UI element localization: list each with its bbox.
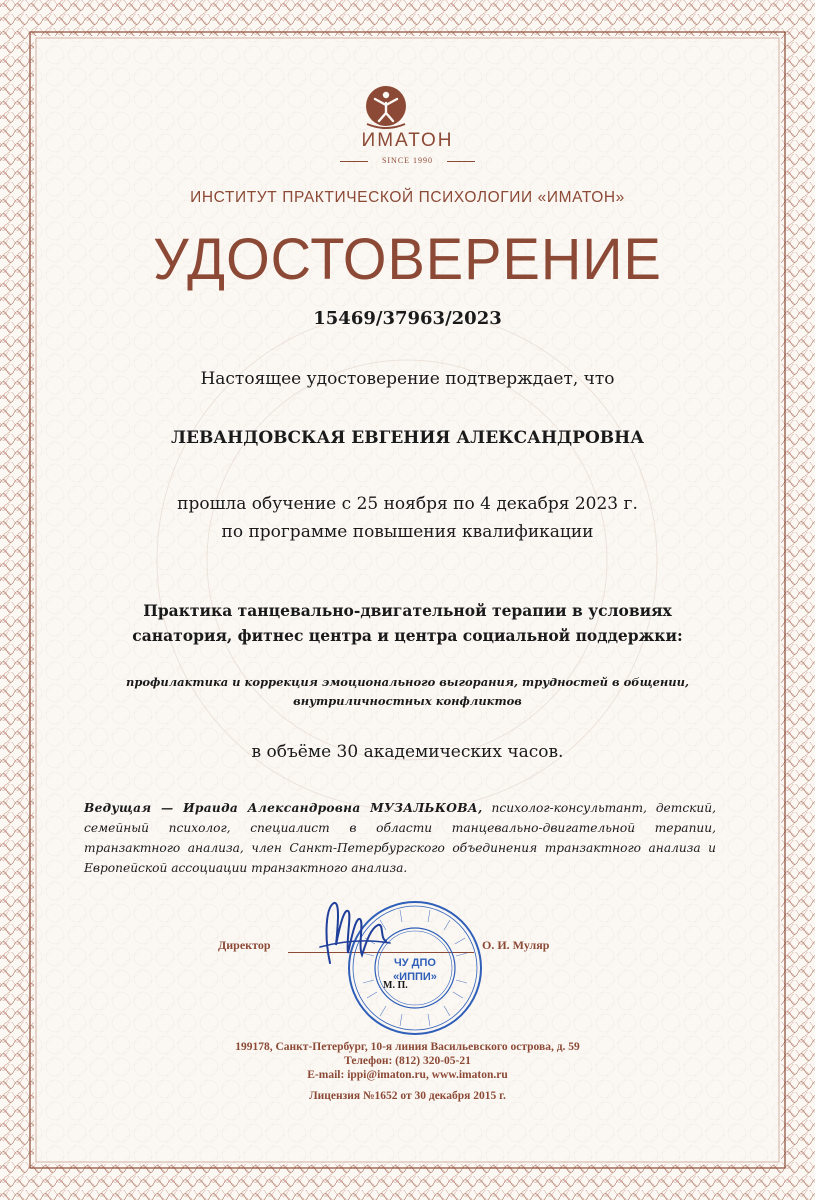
footer-license: Лицензия №1652 от 30 декабря 2015 г. xyxy=(309,1090,506,1102)
lead-instructor-paragraph xyxy=(84,798,716,878)
hours-text: в объёме 30 академических часов. xyxy=(251,742,564,762)
subtitle-line-2: внутриличностных конфликтов xyxy=(293,694,522,708)
subtitle-line-1: профилактика и коррекция эмоционального выгорания, трудностей в общении, xyxy=(125,675,690,689)
logo-since: SINCE 1990 xyxy=(381,156,434,165)
confirm-text: Настоящее удостоверение подтверждает, что xyxy=(200,369,615,389)
certificate-title: УДОСТОВЕРЕНИЕ xyxy=(153,225,662,292)
footer-phone: Телефон: (812) 320-05-21 xyxy=(344,1055,471,1067)
imaton-logo-icon xyxy=(357,84,415,130)
stamp-place-mark: М. П. xyxy=(383,980,408,991)
footer-email: E-mail: ippi@imaton.ru, www.imaton.ru xyxy=(307,1069,508,1081)
certificate-number: 15469/37963/2023 xyxy=(313,308,502,329)
stamp-center-line-2: «ИППИ» xyxy=(393,971,437,983)
training-period xyxy=(0,490,815,546)
director-signature xyxy=(312,895,394,975)
lead-description: психолог-консультант, детский, семейный психолог, специалист в области танцевально-двигательной терапии, транзактного анализа, член Санкт-Петербургского объединения транзактного анализа и Европейской ассоциации транзактного анализа. xyxy=(84,801,717,875)
period-line-2: по программе повышения квалификации xyxy=(221,522,594,542)
institute-name: ИНСТИТУТ ПРАКТИЧЕСКОЙ ПСИХОЛОГИИ «ИМАТОН» xyxy=(190,189,625,206)
since-divider-right xyxy=(447,161,475,162)
stamp-center-line-1: ЧУ ДПО xyxy=(394,957,436,969)
recipient-name: ЛЕВАНДОВСКАЯ ЕВГЕНИЯ АЛЕКСАНДРОВНА xyxy=(170,428,645,448)
lead-label: Ведущая — Ираида Александровна МУЗАЛЬКОВА, xyxy=(84,801,483,815)
director-name: О. И. Муляр xyxy=(482,938,550,952)
program-line-2: санатория, фитнес центра и центра социальной поддержки: xyxy=(132,626,683,645)
program-line-1: Практика танцевально-двигательной терапии в условиях xyxy=(143,601,672,620)
logo-wordmark: ИМАТОН xyxy=(361,130,454,151)
footer-address: 199178, Санкт-Петербург, 10-я линия Васильевского острова, д. 59 xyxy=(235,1041,580,1053)
program-subtitle xyxy=(0,673,815,711)
period-line-1: прошла обучение с 25 ноября по 4 декабря 2023 г. xyxy=(177,494,638,514)
program-title xyxy=(0,598,815,648)
director-label: Директор xyxy=(218,938,271,952)
